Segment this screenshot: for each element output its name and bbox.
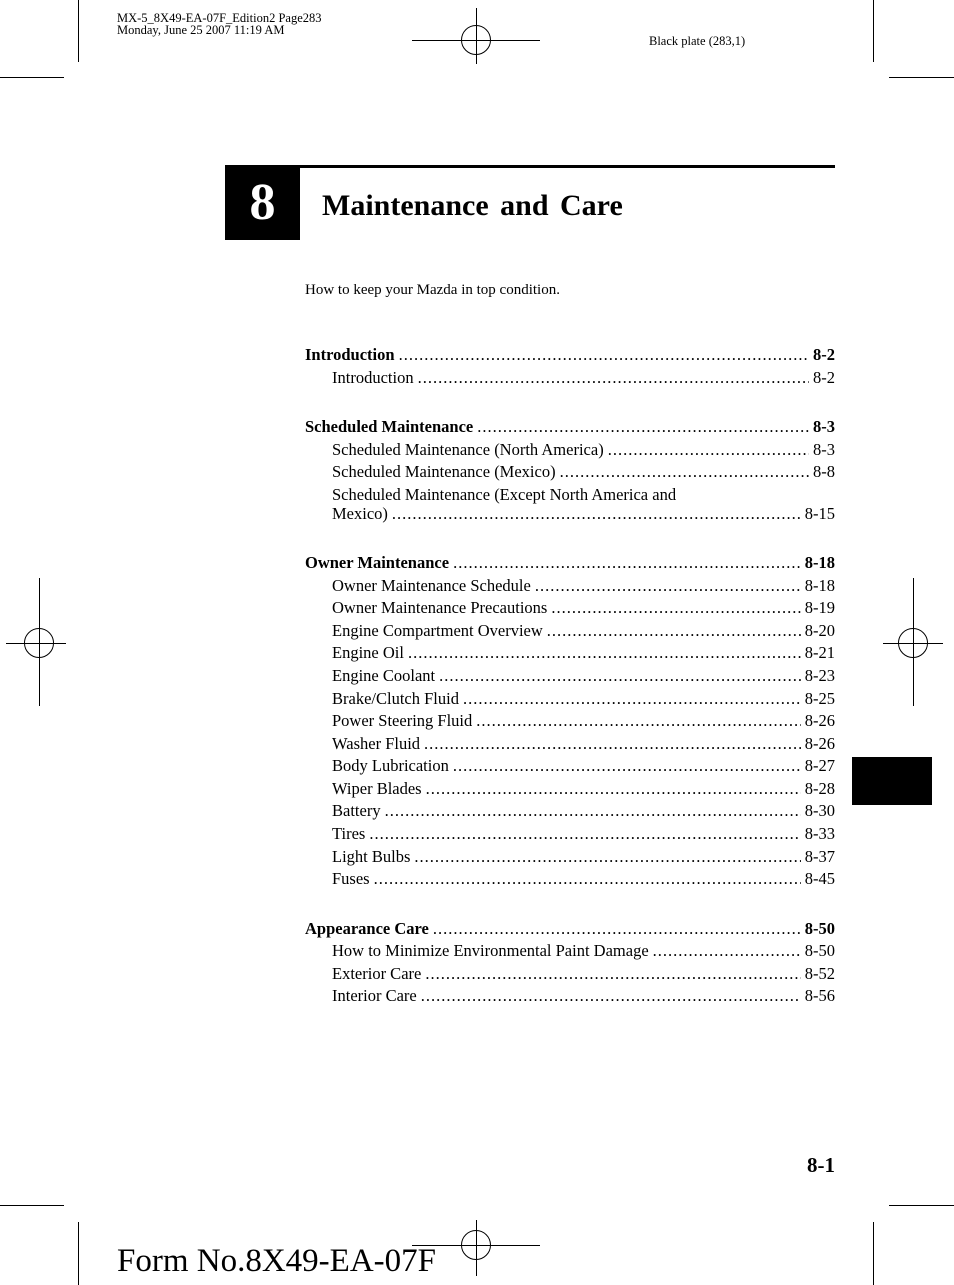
toc-leader [369,824,800,844]
toc-leader [421,986,801,1006]
toc-page-number: 8-18 [804,553,835,572]
chapter-title: Maintenance and Care [322,189,623,222]
print-file-name: MX-5_8X49-EA-07F_Edition2 Page283 [117,11,322,25]
toc-page-number: 8-52 [804,964,835,983]
toc-item-title: Washer Fluid [332,734,421,753]
toc-page-number: 8-19 [804,598,835,617]
toc-leader [433,919,801,939]
toc-section-scheduled-maintenance[interactable] [305,417,835,437]
toc-item-engine-coolant[interactable] [332,666,835,686]
toc-page-number: 8-2 [813,368,835,387]
toc-page-number: 8-20 [804,621,835,640]
toc-item-fuses[interactable] [332,869,835,889]
toc-section-title: Owner Maintenance [305,553,450,572]
toc-page-number: 8-18 [804,576,835,595]
toc-leader [425,964,800,984]
toc-leader [463,689,801,709]
toc-leader [560,462,809,482]
toc-leader [477,417,809,437]
toc-leader [653,941,801,961]
toc-item-engine-oil[interactable] [332,643,835,663]
page-number: 8-1 [807,1153,835,1177]
chapter-intro: How to keep your Mazda in top condition. [305,282,560,298]
toc-item-title: Wiper Blades [332,779,422,798]
toc-item-scheduled-maintenance-except-line2[interactable] [332,504,835,524]
toc-leader [424,734,801,754]
toc-item-title: Engine Oil [332,643,404,662]
toc-item-title: Engine Compartment Overview [332,621,543,640]
toc-page-number: 8-3 [813,417,835,436]
toc-item-exterior-care[interactable] [332,964,835,984]
toc-page-number: 8-26 [804,734,835,753]
toc-page-number: 8-26 [804,711,835,730]
toc-item-scheduled-maintenance-north-america[interactable] [332,440,835,460]
toc-item-title: Fuses [332,869,370,888]
form-number: Form No.8X49-EA-07F [117,1243,436,1279]
toc-item-title: Exterior Care [332,964,422,983]
toc-page-number: 8-33 [804,824,835,843]
toc-leader [408,643,801,663]
toc-page-number: 8-2 [813,345,835,364]
toc-page-number: 8-28 [804,779,835,798]
toc-item-title: Interior Care [332,986,417,1005]
toc-item-environmental-paint-damage[interactable] [332,941,835,961]
toc-item-title: Engine Coolant [332,666,436,685]
toc-section-appearance-care[interactable] [305,919,835,939]
toc-page-number: 8-37 [804,847,835,866]
toc-section-introduction[interactable] [305,345,835,365]
toc-item-title-continuation: Mexico) [332,504,388,523]
toc-leader [439,666,801,686]
toc-leader [385,801,801,821]
toc-leader [426,779,801,799]
toc-page-number: 8-50 [804,941,835,960]
toc-item-wiper-blades[interactable] [332,779,835,799]
toc-page-number: 8-30 [804,801,835,820]
toc-leader [414,847,800,867]
chapter-side-tab [852,757,932,805]
toc-page-number: 8-45 [804,869,835,888]
toc-item-scheduled-maintenance-except-line1[interactable] [332,485,835,505]
toc-item-title: Scheduled Maintenance (North America) [332,440,604,459]
toc-section-owner-maintenance[interactable] [305,553,835,573]
toc-page-number: 8-15 [804,504,835,523]
toc-item-title: How to Minimize Environmental Paint Damage [332,941,649,960]
toc-item-interior-care[interactable] [332,986,835,1006]
toc-page-number: 8-21 [804,643,835,662]
toc-page-number: 8-25 [804,689,835,708]
toc-leader [374,869,801,889]
toc-leader [453,756,801,776]
toc-item-owner-maintenance-schedule[interactable] [332,576,835,596]
toc-item-battery[interactable] [332,801,835,821]
toc-item-title: Body Lubrication [332,756,449,775]
toc-item-title: Scheduled Maintenance (Mexico) [332,462,556,481]
toc-item-title: Battery [332,801,381,820]
toc-item-owner-maintenance-precautions[interactable] [332,598,835,618]
toc-page-number: 8-27 [804,756,835,775]
toc-page-number: 8-50 [804,919,835,938]
toc-leader [535,576,801,596]
toc-item-tires[interactable] [332,824,835,844]
toc-leader [547,621,801,641]
toc-leader [399,345,809,365]
toc-item-power-steering-fluid[interactable] [332,711,835,731]
toc-item-title: Owner Maintenance Schedule [332,576,531,595]
toc-leader [392,504,801,524]
toc-item-title: Light Bulbs [332,847,411,866]
toc-section-title: Appearance Care [305,919,429,938]
print-timestamp: Monday, June 25 2007 11:19 AM [117,23,285,37]
toc-section-title: Scheduled Maintenance [305,417,474,436]
toc-page-number: 8-56 [804,986,835,1005]
toc-page-number: 8-8 [813,462,835,481]
toc-item-brake-clutch-fluid[interactable] [332,689,835,709]
toc-leader [551,598,800,618]
toc-item-title: Owner Maintenance Precautions [332,598,548,617]
toc-page-number: 8-3 [813,440,835,459]
toc-item-washer-fluid[interactable] [332,734,835,754]
toc-leader [418,368,809,388]
toc-section-title: Introduction [305,345,395,364]
toc-leader [608,440,809,460]
chapter-number-box: 8 [225,165,300,240]
toc-leader [453,553,801,573]
chapter-top-rule [300,165,835,168]
toc-item-body-lubrication[interactable] [332,756,835,776]
toc-item-title: Introduction [332,368,414,387]
toc-item-introduction[interactable] [332,368,835,388]
toc-item-title: Brake/Clutch Fluid [332,689,459,708]
toc-item-title: Power Steering Fluid [332,711,473,730]
toc-item-title: Tires [332,824,366,843]
toc-item-light-bulbs[interactable] [332,847,835,867]
print-plate-label: Black plate (283,1) [649,34,746,48]
toc-item-title: Scheduled Maintenance (Except North America and [332,485,677,504]
toc-leader [476,711,801,731]
toc-page-number: 8-23 [804,666,835,685]
toc-item-engine-compartment-overview[interactable] [332,621,835,641]
toc-item-scheduled-maintenance-mexico[interactable] [332,462,835,482]
